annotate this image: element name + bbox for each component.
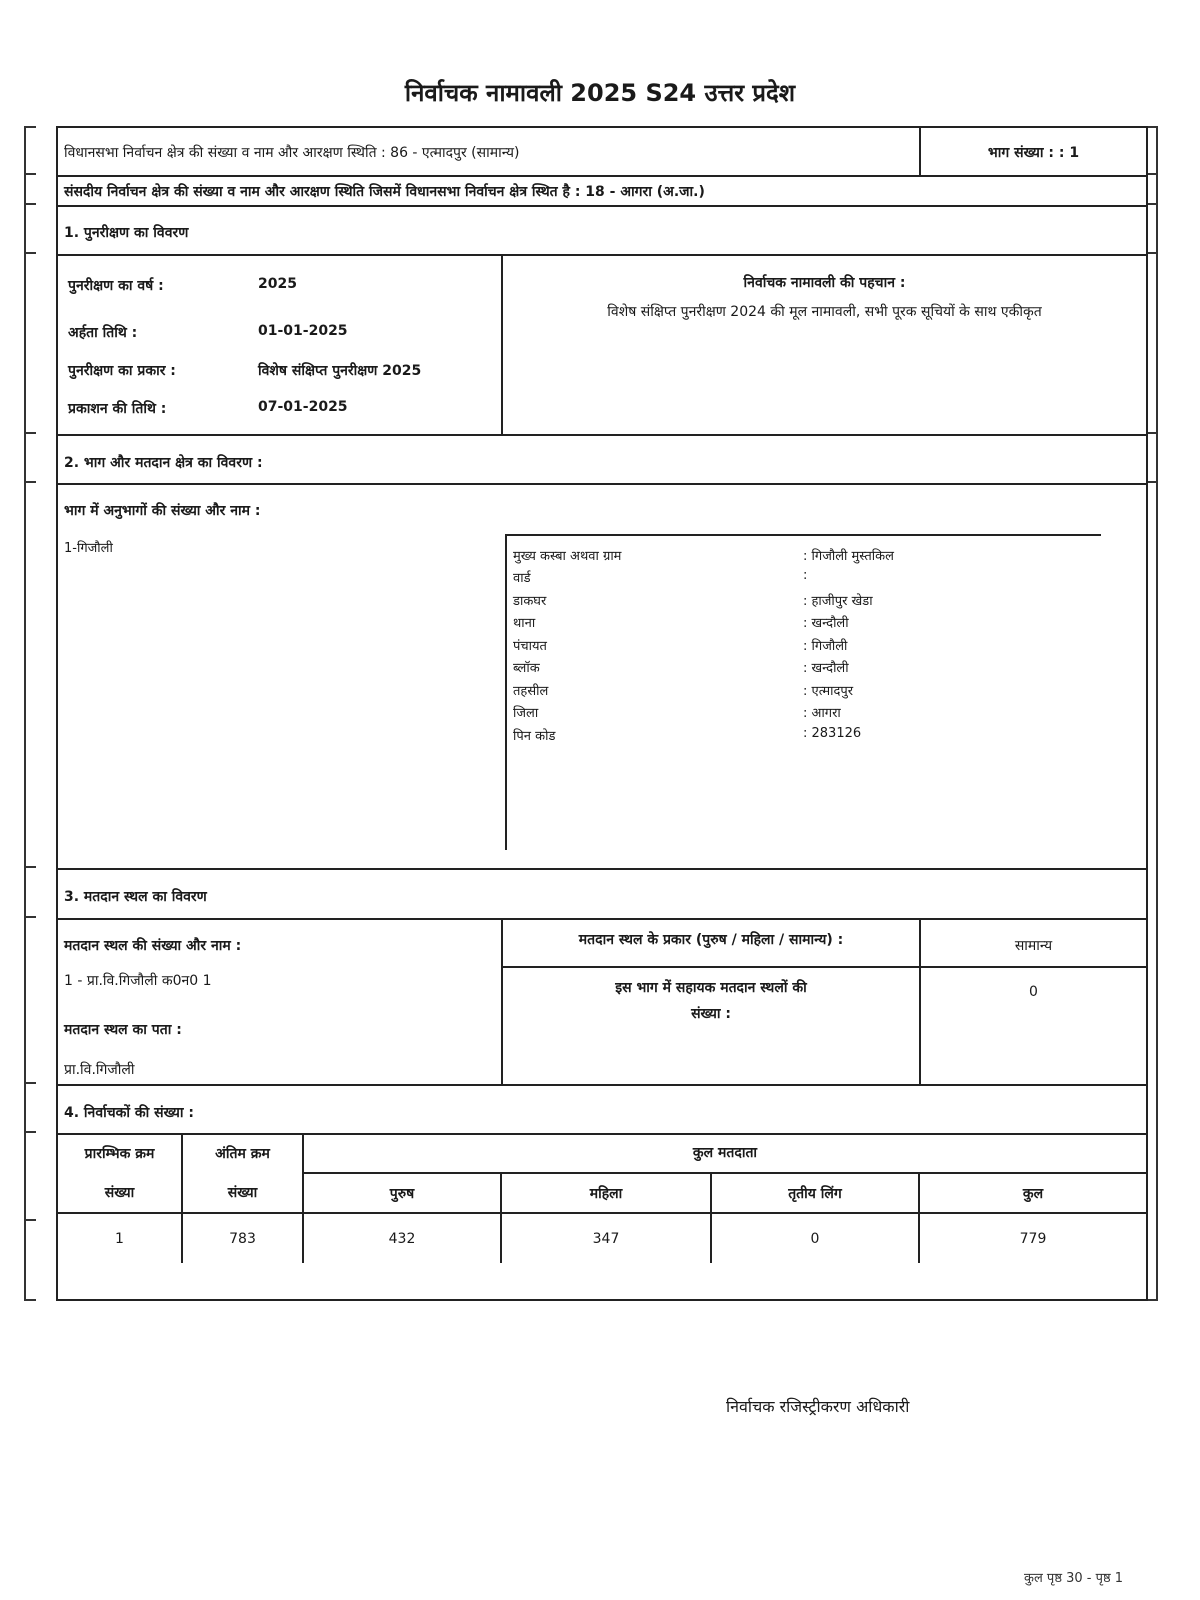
roll-identification-label: निर्वाचक नामावली की पहचान : — [743, 275, 906, 291]
polling-station-type-label: मतदान स्थल के प्रकार (पुरुष / महिला / सामान्य) : — [578, 932, 844, 948]
location-details — [505, 534, 1101, 850]
section4-heading: 4. निर्वाचकों की संख्या : — [64, 1105, 195, 1121]
elector-count-table — [58, 1133, 1146, 1263]
location-row: जिला : आगरा — [513, 706, 841, 721]
document-title: निर्वाचक नामावली 2025 S24 उत्तर प्रदेश — [404, 79, 796, 107]
ghost-frame-left — [24, 126, 34, 1301]
female-count: 347 — [501, 1213, 711, 1263]
location-row: थाना : खन्दौली — [513, 616, 849, 631]
polling-station-type-value: सामान्य — [1014, 938, 1053, 954]
col-total: कुल — [919, 1173, 1146, 1213]
part-number: भाग संख्या : : 1 — [987, 145, 1080, 161]
registration-officer-signature: निर्वाचक रजिस्ट्रीकरण अधिकारी — [726, 1397, 910, 1416]
revision-year-value: 2025 — [258, 276, 297, 292]
ghost-frame-right — [1148, 126, 1158, 1301]
auxiliary-stations-label-2: संख्या : — [691, 1006, 731, 1022]
location-row: ब्लॉक : खन्दौली — [513, 661, 849, 676]
col-female: महिला — [501, 1173, 711, 1213]
section3-heading: 3. मतदान स्थल का विवरण — [64, 889, 207, 905]
section1-heading: 1. पुनरीक्षण का विवरण — [64, 225, 189, 241]
publication-date-label: प्रकाशन की तिथि : — [68, 401, 167, 417]
publication-date-value: 07-01-2025 — [258, 399, 348, 415]
location-row: पंचायत : गिजौली — [513, 639, 848, 654]
col-third-gender: तृतीय लिंग — [711, 1173, 919, 1213]
col-total-voters: कुल मतदाता — [303, 1133, 1146, 1173]
parliamentary-constituency: संसदीय निर्वाचन क्षेत्र की संख्या व नाम और आरक्षण स्थिति जिसमें विधानसभा निर्वाचन क्षेत्र स्थित है : 18 - आगरा (अ.जा.) — [64, 184, 705, 200]
roll-identification-value: विशेष संक्षिप्त पुनरीक्षण 2024 की मूल नामावली, सभी पूरक सूचियों के साथ एकीकृत — [607, 304, 1042, 320]
qualifying-date-value: 01-01-2025 — [258, 323, 348, 339]
qualifying-date-label: अर्हता तिथि : — [68, 325, 138, 341]
revision-year-label: पुनरीक्षण का वर्ष : — [68, 278, 164, 294]
polling-station-address-label: मतदान स्थल का पता : — [64, 1022, 182, 1038]
table-row — [58, 1213, 1146, 1263]
col-end-serial-2: संख्या — [182, 1173, 303, 1213]
location-row: तहसील : एत्मादपुर — [513, 684, 854, 699]
auxiliary-stations-value: 0 — [1029, 984, 1038, 1000]
col-male: पुरुष — [303, 1173, 501, 1213]
page-footer: कुल पृष्ठ 30 - पृष्ठ 1 — [1024, 1571, 1124, 1586]
total-count: 779 — [919, 1213, 1146, 1263]
section2-heading: 2. भाग और मतदान क्षेत्र का विवरण : — [64, 455, 263, 471]
subsection-item: 1-गिजौली — [64, 541, 113, 556]
location-row: वार्ड : — [513, 568, 808, 586]
revision-type-label: पुनरीक्षण का प्रकार : — [68, 363, 176, 379]
assembly-constituency: विधानसभा निर्वाचन क्षेत्र की संख्या व नाम और आरक्षण स्थिति : 86 - एत्मादपुर (सामान्य) — [64, 145, 520, 161]
revision-type-value: विशेष संक्षिप्त पुनरीक्षण 2025 — [258, 363, 422, 379]
third-gender-count: 0 — [711, 1213, 919, 1263]
location-row: मुख्य कस्बा अथवा ग्राम : गिजौली मुस्तकिल — [513, 549, 894, 564]
polling-station-address-value: प्रा.वि.गिजौली — [64, 1062, 135, 1078]
auxiliary-stations-label: इस भाग में सहायक मतदान स्थलों की — [615, 980, 807, 996]
location-row: डाकघर : हाजीपुर खेडा — [513, 594, 873, 609]
location-row: पिन कोड : 283126 — [513, 726, 862, 744]
subsections-label: भाग में अनुभागों की संख्या और नाम : — [64, 503, 261, 519]
col-start-serial-2: संख्या — [58, 1173, 182, 1213]
male-count: 432 — [303, 1213, 501, 1263]
col-end-serial: अंतिम क्रम — [182, 1133, 303, 1173]
polling-station-value: 1 - प्रा.वि.गिजौली क0न0 1 — [64, 973, 212, 989]
col-start-serial: प्रारम्भिक क्रम — [58, 1133, 182, 1173]
end-serial-value: 783 — [182, 1213, 303, 1263]
electoral-roll-cover — [56, 126, 1148, 1301]
start-serial-value: 1 — [58, 1213, 182, 1263]
polling-station-label: मतदान स्थल की संख्या और नाम : — [64, 938, 242, 954]
